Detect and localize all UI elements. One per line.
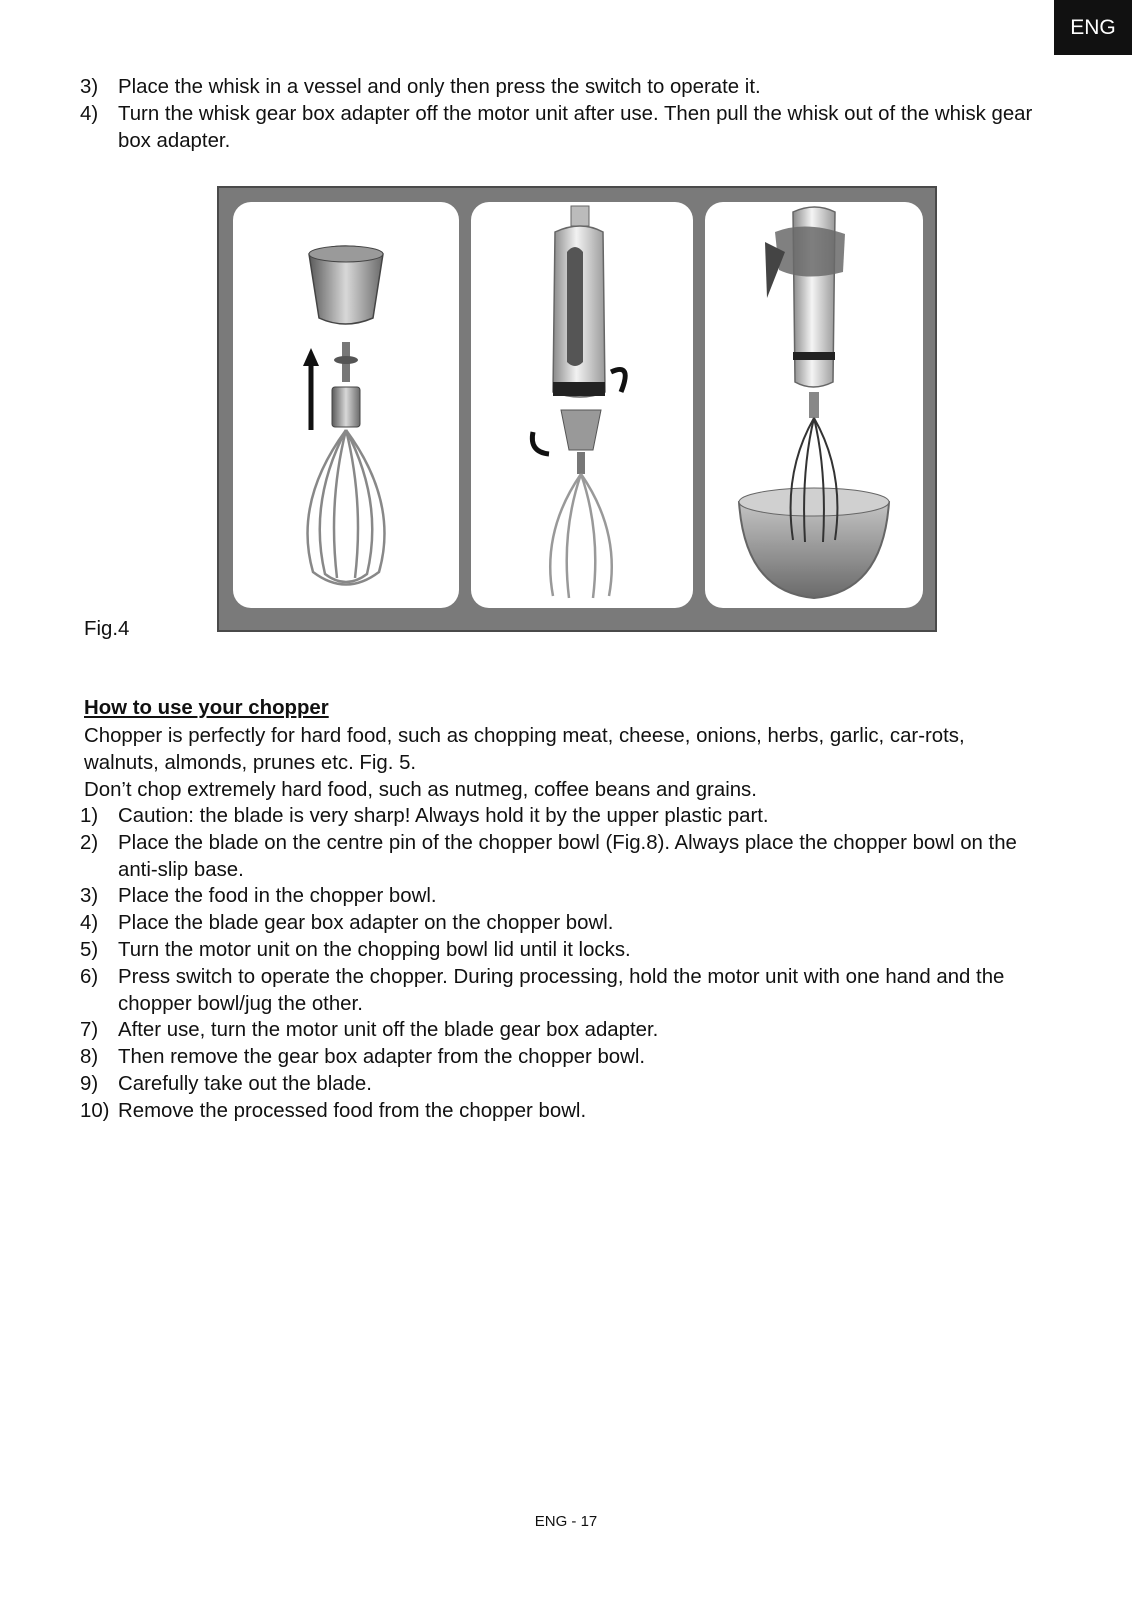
item-text: Carefully take out the blade. [118, 1072, 372, 1095]
item-text: Caution: the blade is very sharp! Always hold it by the upper plastic part. [118, 805, 769, 827]
list-item [80, 101, 1040, 155]
item-text: Press switch to operate the chopper. During processing, hold the motor unit with one hand and the chopper bowl/jug the other. [118, 965, 1005, 1015]
list-item [80, 830, 1040, 884]
figure-panel-whisk-assembly [233, 202, 459, 608]
section-heading: How to use your chopper [84, 697, 329, 719]
item-number: 1) [80, 805, 99, 827]
list-item [80, 1071, 1040, 1098]
item-number: 4) [80, 912, 99, 935]
language-badge: ENG [1054, 0, 1132, 55]
intro-paragraph: Chopper is perfectly for hard food, such as chopping meat, cheese, onions, herbs, garlic, car-rots, walnuts, almonds, prunes etc. Fig. 5. [84, 725, 965, 774]
list-item [80, 910, 1040, 937]
figure-panel-whisking-in-bowl [705, 202, 923, 608]
list-item [80, 1017, 1040, 1044]
item-text: After use, turn the motor unit off the blade gear box adapter. [118, 1019, 659, 1042]
item-number: 5) [80, 938, 99, 961]
figure-4-illustration [217, 186, 937, 632]
list-item [80, 74, 1040, 101]
item-text: Then remove the gear box adapter from the chopper bowl. [118, 1046, 646, 1069]
item-text: Remove the processed food from the chopper bowl. [118, 1099, 587, 1122]
attach-adapter-drawing [471, 202, 693, 608]
list-item [80, 964, 1040, 1018]
item-text: Place the whisk in a vessel and only then press the switch to operate it. [118, 76, 761, 98]
item-number: 8) [80, 1046, 99, 1069]
chopper-steps-list [80, 803, 1040, 1125]
item-text: Turn the motor unit on the chopping bowl lid until it locks. [118, 938, 631, 961]
warning-paragraph: Don’t chop extremely hard food, such as nutmeg, coffee beans and grains. [84, 779, 757, 801]
list-item [80, 883, 1040, 910]
page-number-footer: ENG - 17 [534, 1513, 598, 1530]
item-number: 9) [80, 1072, 99, 1095]
item-number: 6) [80, 965, 99, 988]
item-text: Place the blade gear box adapter on the chopper bowl. [118, 912, 614, 935]
list-item [80, 937, 1040, 964]
list-item [80, 1098, 1040, 1125]
list-item [80, 1044, 1040, 1071]
item-number: 2) [80, 831, 99, 854]
item-text: Place the blade on the centre pin of the chopper bowl (Fig.8). Always place the chopper bowl on the anti-slip base. [118, 831, 1017, 881]
whisk-assembly-drawing [233, 202, 459, 608]
list-item [80, 803, 1040, 830]
item-number: 10) [80, 1099, 110, 1122]
item-text: Turn the whisk gear box adapter off the motor unit after use. Then pull the whisk out of the whisk gear box adapter. [118, 102, 1033, 152]
figure-caption: Fig.4 [84, 618, 130, 640]
item-number: 3) [80, 885, 99, 908]
figure-panel-attach-adapter [471, 202, 693, 608]
item-number: 3) [80, 76, 99, 98]
whisking-in-bowl-drawing [705, 202, 923, 608]
item-number: 7) [80, 1019, 99, 1042]
item-text: Place the food in the chopper bowl. [118, 885, 437, 908]
item-number: 4) [80, 102, 99, 125]
top-instruction-list [80, 74, 1040, 154]
